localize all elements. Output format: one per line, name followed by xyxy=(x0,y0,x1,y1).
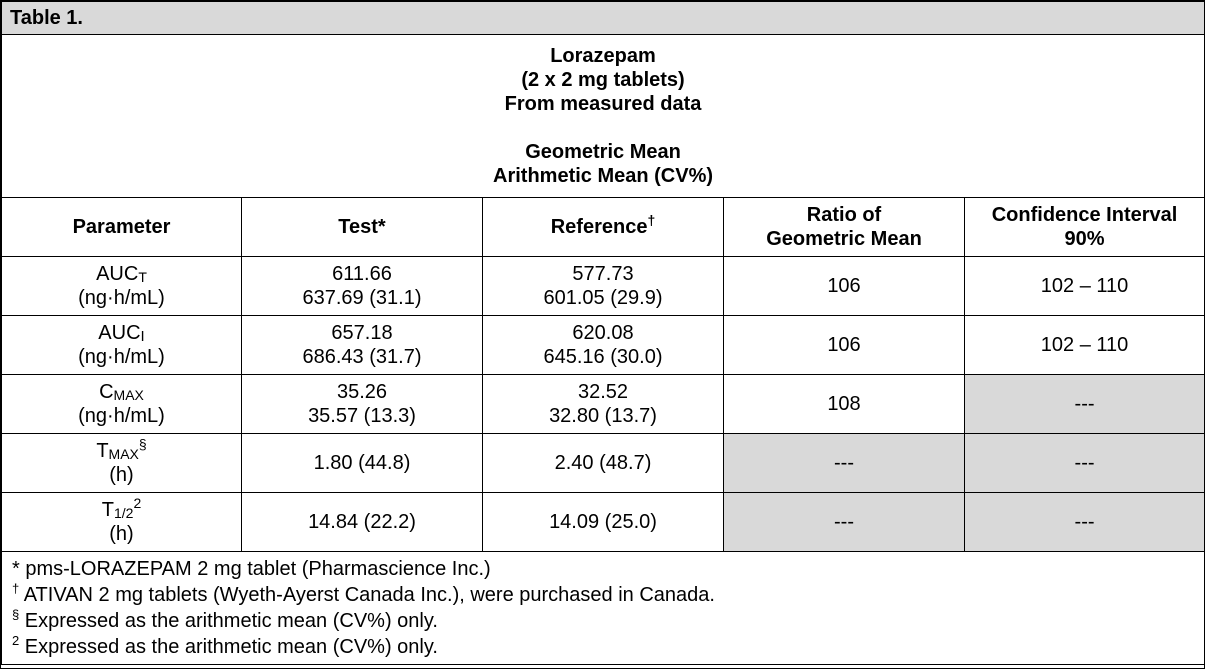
table-row xyxy=(2,375,1205,434)
test-geo: 611.66 xyxy=(332,263,392,285)
footnote-text: Expressed as the arithmetic mean (CV%) only. xyxy=(19,610,438,632)
col-reference-label: Reference xyxy=(550,216,648,238)
col-test xyxy=(242,198,483,257)
parameter-cell xyxy=(2,375,242,434)
ci-cell: --- xyxy=(965,493,1205,552)
ratio-cell: 106 xyxy=(724,257,965,316)
test-cell xyxy=(242,375,483,434)
table-row xyxy=(2,257,1205,316)
reference-cell xyxy=(483,375,724,434)
param-unit: (ng·h/mL) xyxy=(78,287,165,309)
param-unit: (h) xyxy=(109,523,134,545)
param-sub: T xyxy=(138,269,147,285)
col-ratio-line1: Ratio of xyxy=(806,204,882,226)
parameter-cell xyxy=(2,316,242,375)
footnote xyxy=(12,634,1204,660)
col-test-label: Test xyxy=(338,216,378,238)
footnote-text: pms-LORAZEPAM 2 mg tablet (Pharmascience Inc.) xyxy=(19,558,491,580)
col-reference xyxy=(483,198,724,257)
table-footnotes xyxy=(2,552,1205,665)
table-row xyxy=(2,493,1205,552)
param-sub: MAX xyxy=(113,387,144,403)
col-reference-mark: † xyxy=(647,212,656,228)
col-ratio xyxy=(724,198,965,257)
reference-cell xyxy=(483,316,724,375)
test-geo: 35.26 xyxy=(336,381,388,403)
table-heading xyxy=(2,35,1205,198)
test-cell: 14.84 (22.2) xyxy=(242,493,483,552)
col-ci-line2: 90% xyxy=(1064,228,1105,250)
reference-cell xyxy=(483,257,724,316)
col-ci xyxy=(965,198,1205,257)
heading-dose: (2 x 2 mg tablets) xyxy=(521,69,685,91)
table-row xyxy=(2,434,1205,493)
param-sub: 1/2 xyxy=(113,505,134,521)
ratio-cell: --- xyxy=(724,493,965,552)
footnote xyxy=(12,582,1204,608)
parameter-cell xyxy=(2,434,242,493)
test-arith: 35.57 (13.3) xyxy=(308,405,416,427)
ratio-cell: 106 xyxy=(724,316,965,375)
test-cell xyxy=(242,316,483,375)
footnote-mark: § xyxy=(12,607,20,622)
heading-geometric: Geometric Mean xyxy=(525,141,681,163)
ref-geo: 620.08 xyxy=(572,322,634,344)
ref-geo: 577.73 xyxy=(572,263,634,285)
test-arith: 637.69 (31.1) xyxy=(302,287,422,309)
footnote-text: Expressed as the arithmetic mean (CV%) only. xyxy=(19,636,438,658)
test-cell xyxy=(242,257,483,316)
footnote-mark: * xyxy=(12,558,20,580)
ref-geo: 32.52 xyxy=(577,381,629,403)
ci-cell: 102 – 110 xyxy=(965,257,1205,316)
param-unit: (h) xyxy=(109,464,134,486)
param-sub: I xyxy=(140,328,145,345)
param-name: T xyxy=(101,499,114,521)
param-unit: (ng·h/mL) xyxy=(78,346,165,368)
footnote xyxy=(12,556,1204,582)
table-row xyxy=(2,316,1205,375)
test-cell: 1.80 (44.8) xyxy=(242,434,483,493)
col-test-mark: * xyxy=(377,216,386,238)
heading-drug: Lorazepam xyxy=(550,45,656,67)
test-geo: 657.18 xyxy=(331,322,393,344)
table-caption: Table 1. xyxy=(2,2,1205,35)
heading-source: From measured data xyxy=(504,93,702,115)
param-sub: MAX xyxy=(108,446,139,462)
footnote xyxy=(12,608,1204,634)
ci-cell: --- xyxy=(965,375,1205,434)
footnote-mark: † xyxy=(12,581,20,596)
param-name: AUC xyxy=(98,322,141,344)
param-name: AUC xyxy=(96,263,139,285)
param-sup: 2 xyxy=(133,495,142,511)
param-name: T xyxy=(96,440,109,462)
ref-arith: 32.80 (13.7) xyxy=(549,405,657,427)
footnote-mark: 2 xyxy=(12,633,20,648)
parameter-cell xyxy=(2,493,242,552)
param-sup: § xyxy=(138,436,147,452)
col-parameter: Parameter xyxy=(2,198,242,257)
heading-arithmetic: Arithmetic Mean (CV%) xyxy=(493,165,714,187)
test-arith: 686.43 (31.7) xyxy=(302,346,422,368)
ref-arith: 601.05 (29.9) xyxy=(543,287,663,309)
ci-cell: --- xyxy=(965,434,1205,493)
ratio-cell: --- xyxy=(724,434,965,493)
col-ratio-line2: Geometric Mean xyxy=(766,228,922,250)
param-unit: (ng·h/mL) xyxy=(78,405,165,427)
reference-cell: 2.40 (48.7) xyxy=(483,434,724,493)
data-table xyxy=(1,1,1205,665)
ref-arith: 645.16 (30.0) xyxy=(543,346,663,368)
heading-spacer xyxy=(2,116,1204,140)
param-name: C xyxy=(99,381,114,403)
col-ci-line1: Confidence Interval xyxy=(991,204,1178,226)
ci-cell: 102 – 110 xyxy=(965,316,1205,375)
reference-cell: 14.09 (25.0) xyxy=(483,493,724,552)
parameter-cell xyxy=(2,257,242,316)
ratio-cell: 108 xyxy=(724,375,965,434)
footnote-text: ATIVAN 2 mg tablets (Wyeth-Ayerst Canada Inc.), were purchased in Canada. xyxy=(19,584,715,606)
